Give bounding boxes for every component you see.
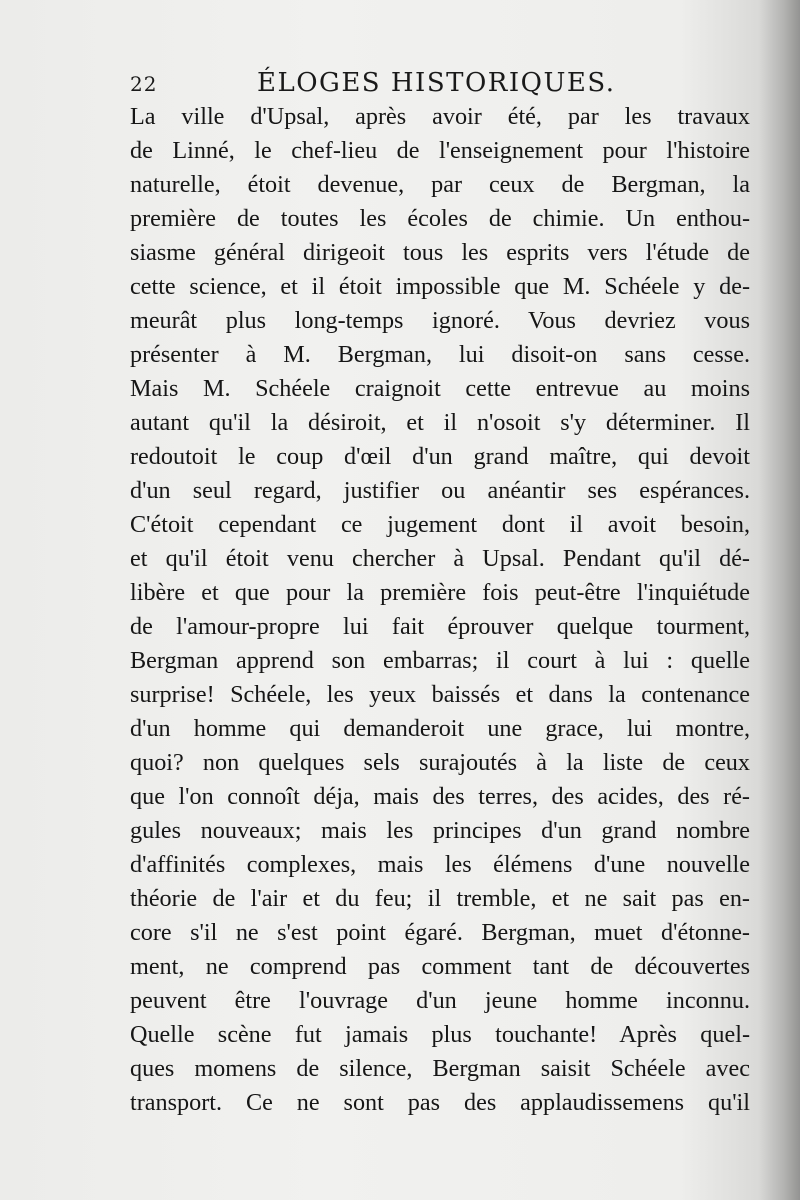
text-line: d'affinités complexes, mais les élémens d'une nouvelle xyxy=(130,851,750,878)
text-line: première de toutes les écoles de chimie. Un enthou- xyxy=(130,205,750,232)
text-line: peuvent être l'ouvrage d'un jeune homme inconnu. xyxy=(130,987,750,1014)
text-line: autant qu'il la désiroit, et il n'osoit s'y déterminer. Il xyxy=(130,409,750,436)
text-line: de Linné, le chef-lieu de l'enseignement pour l'histoire xyxy=(130,137,750,164)
text-line: de l'amour-propre lui fait éprouver quelque tourment, xyxy=(130,613,750,640)
text-line: redoutoit le coup d'œil d'un grand maître, qui devoit xyxy=(130,443,750,470)
text-line: d'un homme qui demanderoit une grace, lui montre, xyxy=(130,715,750,742)
text-line: La ville d'Upsal, après avoir été, par les travaux xyxy=(130,103,750,130)
text-line: théorie de l'air et du feu; il tremble, et ne sait pas en- xyxy=(130,885,750,912)
text-line: ques momens de silence, Bergman saisit Schéele avec xyxy=(130,1055,750,1082)
text-line: gules nouveaux; mais les principes d'un grand nombre xyxy=(130,817,750,844)
text-line: d'un seul regard, justifier ou anéantir ses espérances. xyxy=(130,477,750,504)
body-text xyxy=(130,100,750,1120)
page-number: 22 xyxy=(130,72,158,96)
text-line: Mais M. Schéele craignoit cette entrevue au moins xyxy=(130,375,750,402)
text-line: cette science, et il étoit impossible que M. Schéele y de- xyxy=(130,273,750,300)
page-edge-shadow xyxy=(758,0,800,1200)
text-line: surprise! Schéele, les yeux baissés et dans la contenance xyxy=(130,681,750,708)
text-line: quoi? non quelques sels surajoutés à la liste de ceux xyxy=(130,749,750,776)
text-line: C'étoit cependant ce jugement dont il avoit besoin, xyxy=(130,511,750,538)
text-line: transport. Ce ne sont pas des applaudissemens qu'il xyxy=(130,1089,750,1116)
text-line: et qu'il étoit venu chercher à Upsal. Pendant qu'il dé- xyxy=(130,545,750,572)
text-line: meurât plus long-temps ignoré. Vous devriez vous xyxy=(130,307,750,334)
text-line: naturelle, étoit devenue, par ceux de Bergman, la xyxy=(130,171,750,198)
text-line: core s'il ne s'est point égaré. Bergman, muet d'étonne- xyxy=(130,919,750,946)
text-line: siasme général dirigeoit tous les esprits vers l'étude de xyxy=(130,239,750,266)
text-line: Bergman apprend son embarras; il court à lui : quelle xyxy=(130,647,750,674)
text-line: présenter à M. Bergman, lui disoit-on sans cesse. xyxy=(130,341,750,368)
text-line: Quelle scène fut jamais plus touchante! Après quel- xyxy=(130,1021,750,1048)
running-head: ÉLOGES HISTORIQUES. xyxy=(257,68,616,98)
text-line: que l'on connoît déja, mais des terres, des acides, des ré- xyxy=(130,783,750,810)
text-line: ment, ne comprend pas comment tant de découvertes xyxy=(130,953,750,980)
text-line: libère et que pour la première fois peut-être l'inquiétude xyxy=(130,579,750,606)
